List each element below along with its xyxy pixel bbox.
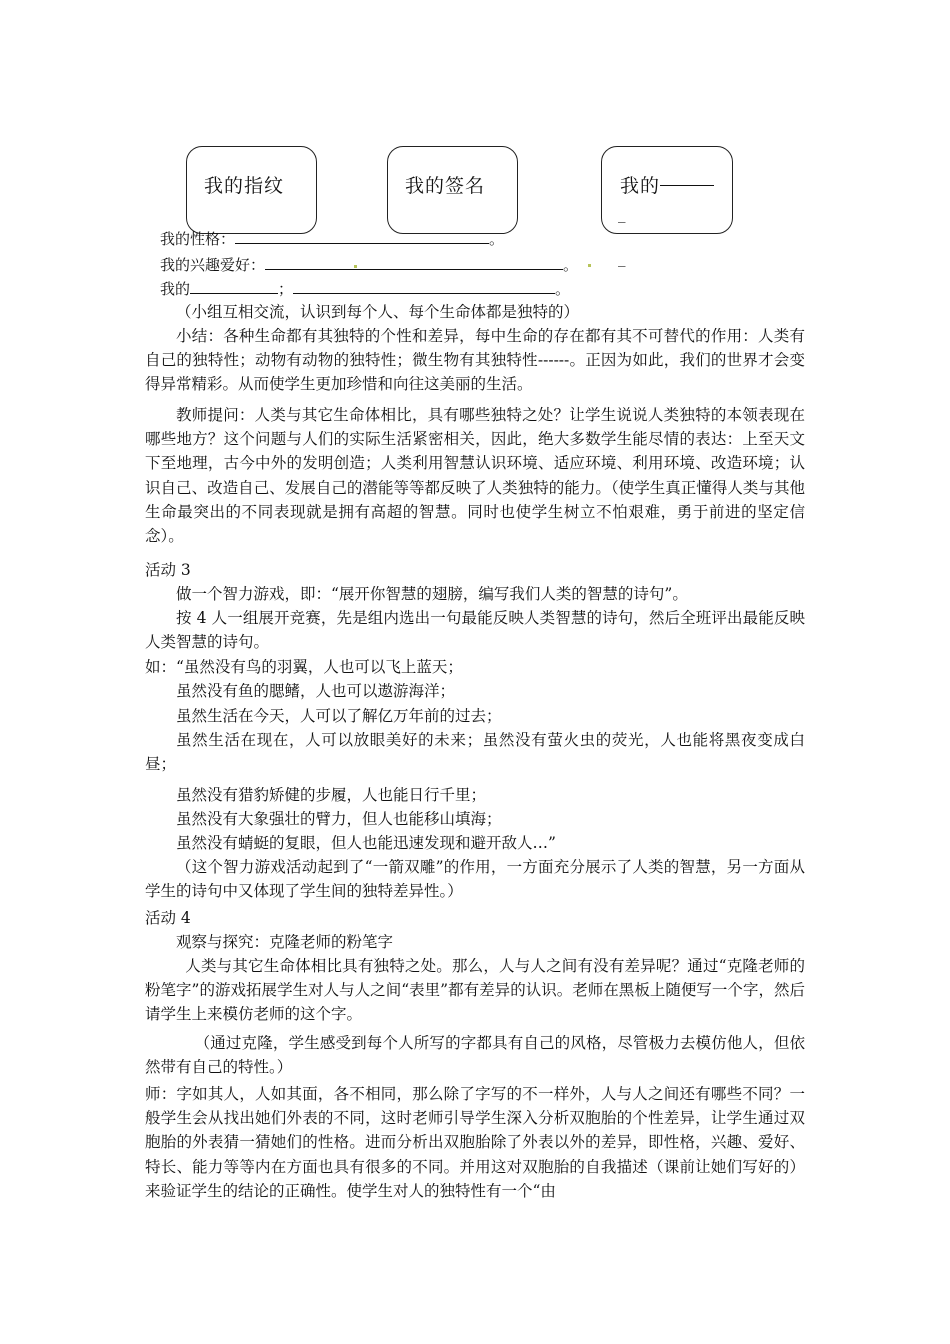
hobby-end: 。 <box>563 256 579 274</box>
activity-4-subtitle: 观察与探究：克隆老师的粉笔字 <box>176 933 394 951</box>
activity-3-note: （这个智力游戏活动起到了“一箭双雕”的作用，一方面充分展示了人类的智慧，另一方面从学生的诗句中又体现了学生间的独特差异性。） <box>145 858 805 901</box>
poem-line: 虽然没有蜻蜓的复眼，但人也能迅速发现和避开敌人…” <box>176 834 556 852</box>
fingerprint-box <box>186 146 317 234</box>
activity-4-note: （通过克隆，学生感受到每个人所写的字都具有自己的风格，尽管极力去模仿他人，但依然带有自己的特性。） <box>145 1034 805 1077</box>
my-custom-underscore: _ <box>618 205 627 223</box>
group-exchange-note: （小组互相交流，认识到每个人、每个生命体都是独特的） <box>176 303 580 321</box>
signature-box <box>387 146 518 234</box>
signature-label: 我的签名 <box>405 175 486 197</box>
poem-line: 虽然生活在现在，人可以放眼美好的未来；虽然没有萤火虫的荧光，人也能将黑夜变成白昼； <box>145 731 805 774</box>
teacher-question-paragraph: 教师提问：人类与其它生命体相比，具有哪些独特之处？让学生说说人类独特的本领表现在哪些地方？这个问题与人们的实际生活紧密相关，因此，绝大多数学生能尽情的表达：上至天文下至地理，古今中外的发明创造；人类利用智慧认识环境、适应环境、利用环境、改造环境；认识自己、改造自己、发展自己的潜能等等都反映了人类独特的能力。（使学生真正懂得人类与其他生命最突出的不同表现就是拥有高超的智慧。同时也使学生树立不怕艰难，勇于前进的坚定信念）。 <box>145 406 805 546</box>
activity-3-title: 活动 3 <box>145 561 191 579</box>
personality-line <box>160 227 504 251</box>
my-custom-box <box>601 146 733 234</box>
my-end: 。 <box>555 280 571 298</box>
my-label: 我的 <box>160 280 191 298</box>
personality-end: 。 <box>489 230 505 248</box>
my-semicolon: ； <box>278 280 294 298</box>
fingerprint-label: 我的指纹 <box>204 175 285 197</box>
my-custom-blank[interactable] <box>660 171 714 186</box>
personality-label: 我的性格： <box>160 230 236 248</box>
summary-paragraph: 小结：各种生命都有其独特的个性和差异，每中生命的存在都有其不可替代的作用：人类有自己的独特性；动物有动物的独特性；微生物有其独特性------。正因为如此，我们的世界才会变得异常精彩。从而使学生更加珍惜和向往这美丽的生活。 <box>145 327 805 394</box>
hobby-label: 我的兴趣爱好： <box>160 256 266 274</box>
poem-line: 虽然没有鱼的腮鳍，人也可以遨游海洋； <box>176 682 456 700</box>
speck <box>354 265 357 268</box>
activity-3-rules: 按 4 人一组展开竞赛，先是组内选出一句最能反映人类智慧的诗句，然后全班评出最能反映人类智慧的诗句。 <box>145 609 805 652</box>
stray-mark: _ <box>618 249 626 267</box>
activity-3-intro: 做一个智力游戏，即：“展开你智慧的翅膀，编写我们人类的智慧的诗句”。 <box>176 585 688 603</box>
hobby-line <box>160 253 578 277</box>
personality-blank[interactable] <box>235 229 489 244</box>
activity-4-paragraph: 人类与其它生命体相比具有独特之处。那么，人与人之间有没有差异呢？通过“克隆老师的粉笔字”的游戏拓展学生对人与人之间“表里”都有差异的认识。老师在黑板上随便写一个字，然后请学生上来模仿老师的这个字。 <box>145 957 805 1024</box>
my-custom-prefix: 我的 <box>620 175 661 197</box>
my-blank-2[interactable] <box>293 279 555 294</box>
my-line <box>160 277 570 301</box>
speck <box>588 264 591 267</box>
activity-4-title: 活动 4 <box>145 909 191 927</box>
teacher-paragraph: 师：字如其人，人如其面，各不相同，那么除了字写的不一样外，人与人之间还有哪些不同？一般学生会从找出她们外表的不同，这时老师引导学生深入分析双胞胎的个性差异，让学生通过双胞胎的外表猜一猜她们的性格。进而分析出双胞胎除了外表以外的差异，即性格，兴趣、爱好、特长、能力等等内在方面也具有很多的不同。并用这对双胞胎的自我描述（课前让她们写好的）来验证学生的结论的正确性。使学生对人的独特性有一个“由 <box>145 1085 805 1200</box>
poem-intro: 如：“虽然没有鸟的羽翼，人也可以飞上蓝天； <box>145 658 463 676</box>
poem-line: 虽然没有猎豹矫健的步履，人也能日行千里； <box>176 786 487 804</box>
hobby-blank[interactable] <box>265 255 563 270</box>
poem-line: 虽然生活在今天，人可以了解亿万年前的过去； <box>176 707 502 725</box>
my-custom-label <box>620 171 660 198</box>
my-blank-1[interactable] <box>190 279 278 294</box>
poem-line: 虽然没有大象强壮的臂力，但人也能移山填海； <box>176 810 502 828</box>
